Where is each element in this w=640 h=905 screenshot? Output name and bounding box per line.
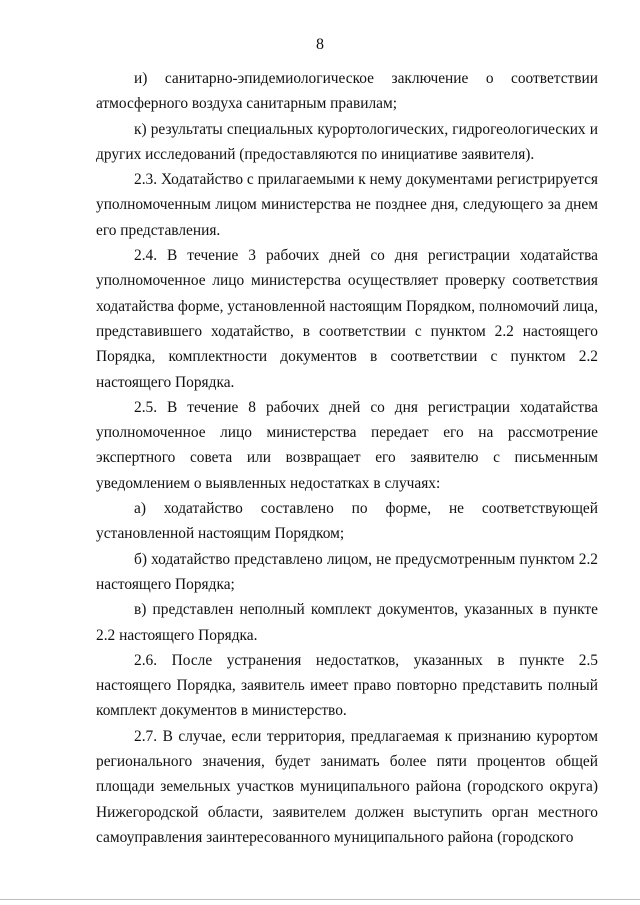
paragraph-2-5: 2.5. В течение 8 рабочих дней со дня регистрации ходатайства уполномоченное лицо министерства передает его на рассмотрение экспертного совета или возвращает его заявителю с письменным уведомлением о выявленных недостатках в случаях: [96, 398, 598, 492]
paragraph-2-7: 2.7. В случае, если территория, предлагаемая к признанию курортом регионального значения, будет занимать более пяти процентов общей площади земельных участков муниципального района (городского округа) Нижегородской области, заявителем должен выступить орган местного самоуправления заинтересованного муниципального района (городского [96, 727, 598, 846]
page-number: 8 [316, 36, 324, 53]
paragraph-2-6: 2.6. После устранения недостатков, указанных в пункте 2.5 настоящего Порядка, заявитель имеет право повторно представить полный комплект документов в министерство. [96, 651, 598, 720]
paragraph-i: и) санитарно-эпидемиологическое заключение о соответствии атмосферного воздуха санитарным правилам; [96, 70, 598, 113]
paragraph-2-5-a: а) ходатайство составлено по форме, не соответствующей установленной настоящим Порядком; [96, 500, 598, 543]
paragraph-k: к) результаты специальных курортологических, гидрогеологических и других исследований (предоставляются по инициативе заявителя). [96, 120, 598, 163]
document-body [96, 66, 598, 850]
scan-bottom-edge [0, 899, 640, 900]
paragraph-2-5-b: б) ходатайство представлено лицом, не предусмотренным пунктом 2.2 настоящего Порядка; [96, 550, 598, 593]
paragraph-2-3: 2.3. Ходатайство с прилагаемыми к нему документами регистрируется уполномоченным лицом министерства не позднее дня, следующего за днем его представления. [96, 171, 598, 239]
paragraph-2-5-v: в) представлен неполный комплект документов, указанных в пункте 2.2 настоящего Порядка. [96, 601, 598, 644]
paragraph-2-4: 2.4. В течение 3 рабочих дней со дня регистрации ходатайства уполномоченное лицо министерства осуществляет проверку соответствия ходатайства форме, установленной настоящим Порядком, полномочий лица, представившего ходатайство, в соответствии с пунктом 2.2 настоящего Порядка, комплектности документов в соответствии с пунктом 2.2 настоящего Порядка. [96, 247, 598, 391]
